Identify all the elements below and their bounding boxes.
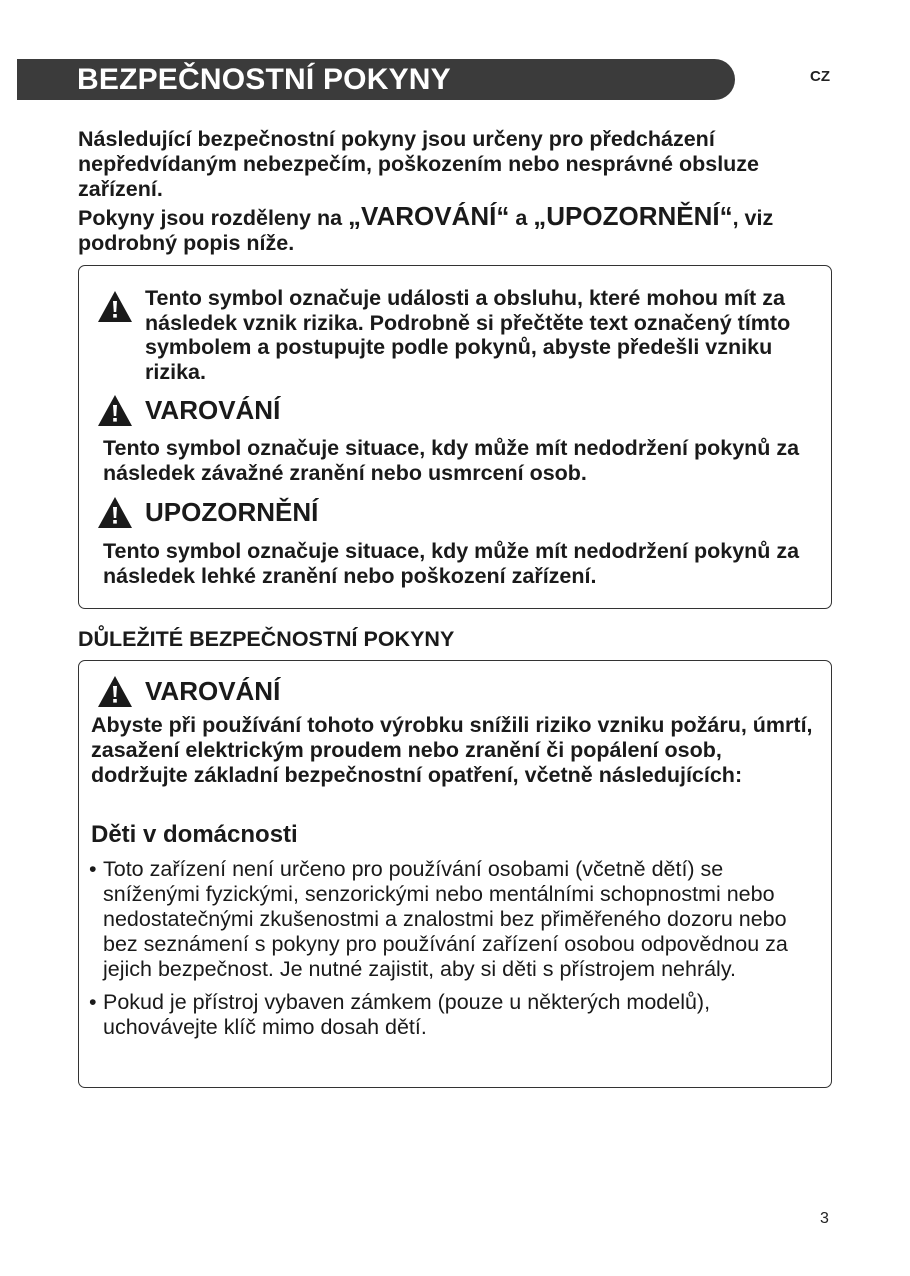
- symbols-box: [78, 265, 832, 609]
- bullet-dot: •: [89, 990, 97, 1014]
- caution-description: Tento symbol označuje situace, kdy může mít nedodržení pokynů za následek lehké zranění nebo poškození zařízení.: [103, 539, 800, 588]
- caution-label: UPOZORNĚNÍ: [145, 497, 319, 527]
- bullet-dot: •: [89, 857, 97, 881]
- page-title: BEZPEČNOSTNÍ POKYNY: [77, 63, 451, 96]
- language-code: CZ: [810, 68, 830, 85]
- intro-caution-term: „UPOZORNĚNÍ“: [533, 201, 733, 231]
- intro-categories: [78, 201, 838, 256]
- intro-and: a: [509, 206, 534, 230]
- page-number: 3: [820, 1210, 829, 1227]
- intro-section: [78, 127, 838, 256]
- children-subheading: Děti v domácnosti: [91, 821, 298, 848]
- warning-triangle-icon: [97, 290, 133, 323]
- intro-paragraph: Následující bezpečnostní pokyny jsou určeny pro předcházení nepředvídaným nebezpečím, poškozením nebo nesprávné obsluze zařízení.: [78, 127, 760, 201]
- list-item: [91, 857, 813, 982]
- important-warning-label: VAROVÁNÍ: [145, 676, 281, 706]
- bullet-list: [91, 857, 813, 1048]
- intro-categories-end: , viz podrobný popis níže.: [78, 206, 774, 255]
- warning-label: VAROVÁNÍ: [145, 395, 281, 425]
- list-item-text: Pokud je přístroj vybaven zámkem (pouze u některých modelů), uchovávejte klíč mimo dosah dětí.: [103, 990, 711, 1039]
- important-warning-box: [78, 660, 832, 1088]
- intro-warning-term: „VAROVÁNÍ“: [348, 201, 510, 231]
- warning-heading: [97, 394, 280, 427]
- warning-triangle-icon: [97, 496, 133, 529]
- title-bar: [17, 59, 735, 100]
- caution-heading: [97, 496, 318, 529]
- intro-categories-start: Pokyny jsou rozděleny na: [78, 206, 349, 230]
- list-item: [91, 990, 813, 1040]
- warning-triangle-icon: [97, 675, 133, 708]
- warning-description: Tento symbol označuje situace, kdy může mít nedodržení pokynů za následek závažné zranění nebo usmrcení osob.: [103, 436, 800, 485]
- warning-triangle-icon: [97, 394, 133, 427]
- section-title: DŮLEŽITÉ BEZPEČNOSTNÍ POKYNY: [78, 627, 455, 651]
- symbol-description: Tento symbol označuje události a obsluhu, které mohou mít za následek vznik rizika. Podrobně si přečtěte text označený tímto symbolem a postupujte podle pokynů, abyste předešli vzniku rizika.: [145, 286, 791, 384]
- important-warning-heading: [97, 675, 280, 708]
- list-item-text: Toto zařízení není určeno pro používání osobami (včetně dětí) se sníženými fyzickými, senzorickými nebo mentálními schopnostmi nebo nedostatečnými zkušenostmi a znalostmi bez přiměřeného dozoru nebo bez seznámení s pokyny pro používání zařízení osobou odpovědnou za jejich bezpečnost. Je nutné zajistit, aby si děti s přístrojem nehrály.: [103, 857, 788, 981]
- important-warning-text: Abyste při používání tohoto výrobku snížili riziko vzniku požáru, úmrtí, zasažení elektrickým proudem nebo zranění či popálení osob, dodržujte základní bezpečnostní opatření, včetně následujících:: [91, 713, 813, 787]
